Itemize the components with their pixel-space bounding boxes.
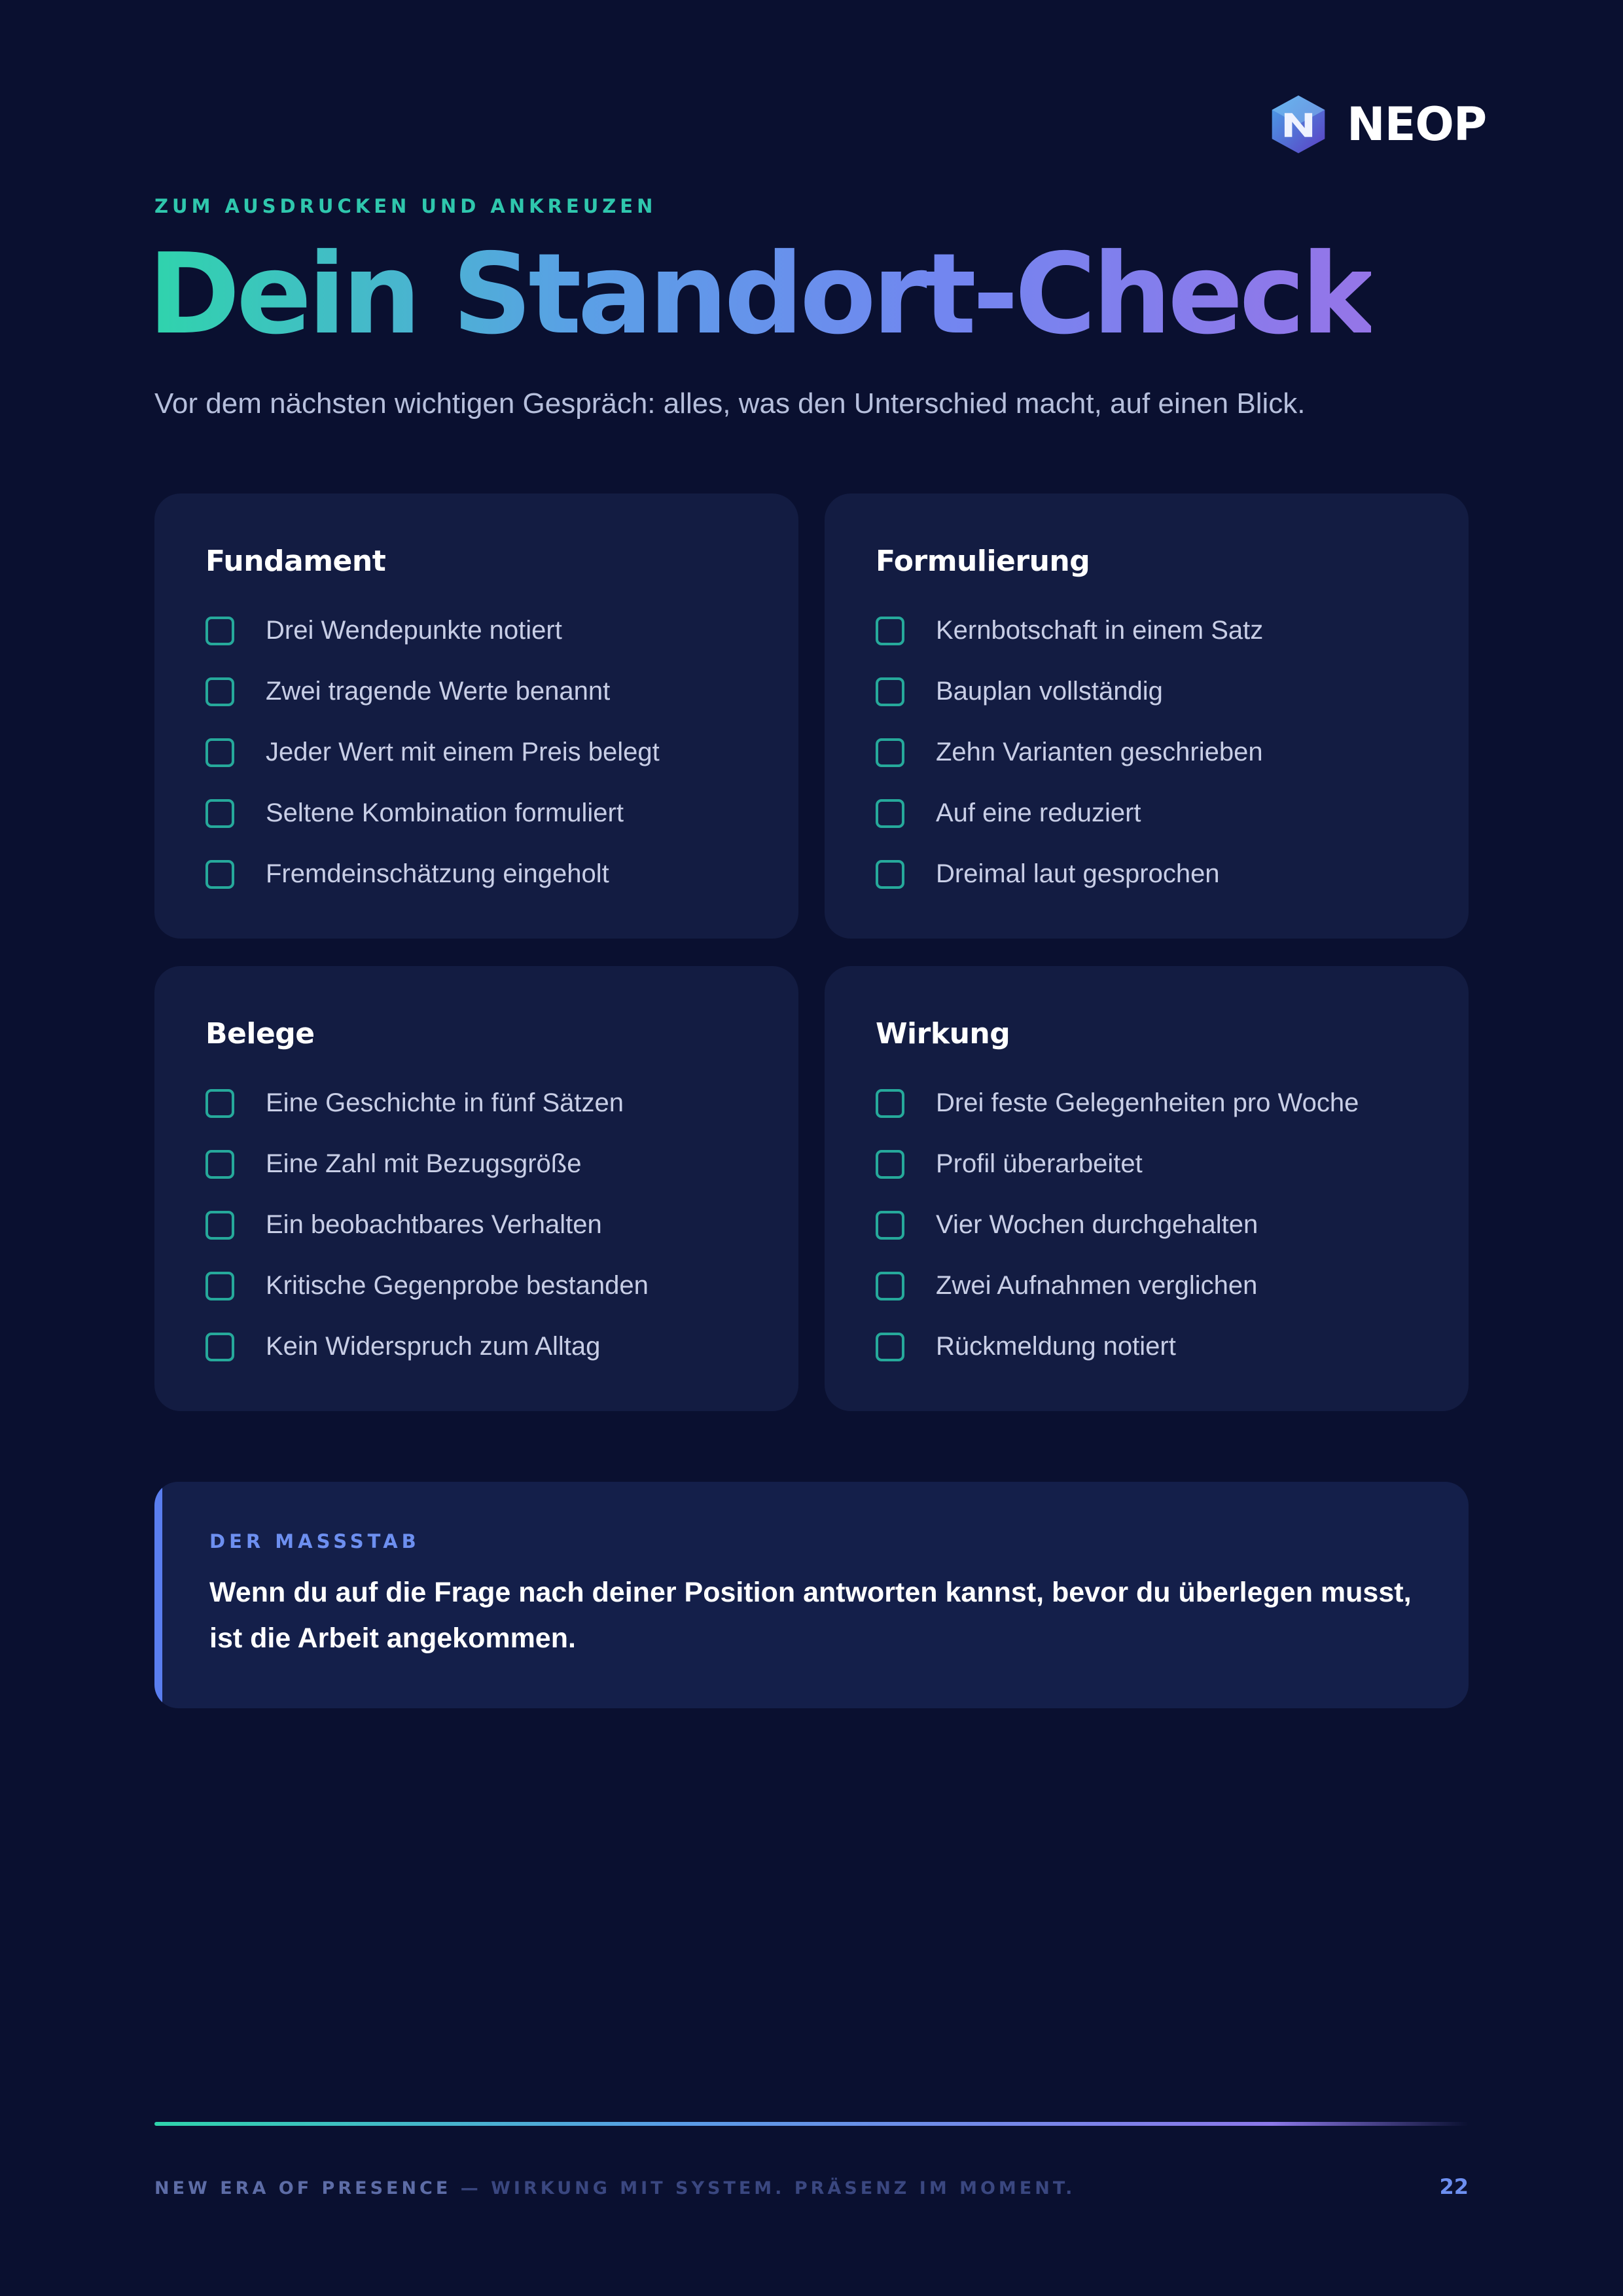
checklist-item [876, 661, 1418, 722]
callout-label: DER MASSSTAB [209, 1530, 420, 1552]
neop-hexagon-icon [1267, 93, 1330, 156]
checkbox[interactable] [205, 1211, 234, 1240]
checklist-item [876, 722, 1418, 783]
callout-accent-bar [154, 1482, 162, 1708]
card-title: Fundament [205, 545, 386, 578]
card-title: Belege [205, 1017, 315, 1050]
checkbox[interactable] [205, 617, 234, 645]
checklist-item-label: Dreimal laut gesprochen [936, 859, 1220, 888]
checkbox[interactable] [876, 1333, 904, 1361]
checklist-item-label: Profil überarbeitet [936, 1149, 1143, 1178]
checklist-card-belege [154, 966, 798, 1411]
checklist-item-label: Ein beobachtbares Verhalten [266, 1210, 602, 1239]
checklist-item-label: Eine Geschichte in fünf Sätzen [266, 1088, 624, 1117]
page-title: Dein Standort-Check [148, 228, 1371, 361]
checkbox[interactable] [876, 617, 904, 645]
checkbox[interactable] [205, 1333, 234, 1361]
checklist-item [205, 1316, 747, 1377]
checklist-item [205, 722, 747, 783]
checklist-item [205, 1134, 747, 1194]
checklist-item-label: Rückmeldung notiert [936, 1332, 1176, 1361]
checkbox[interactable] [205, 1150, 234, 1179]
checkbox[interactable] [876, 1089, 904, 1118]
callout-text: Wenn du auf die Frage nach deiner Position antworten kannst, bevor du überlegen musst, ist die Arbeit angekommen. [209, 1577, 1412, 1654]
checkbox[interactable] [205, 1089, 234, 1118]
footer-tagline: — WIRKUNG MIT SYSTEM. PRÄSENZ IM MOMENT. [451, 2178, 1076, 2198]
checkbox[interactable] [876, 1211, 904, 1240]
checkbox[interactable] [876, 738, 904, 767]
checklist-item [205, 1073, 747, 1134]
page-number: 22 [1439, 2174, 1469, 2199]
checklist-item-label: Fremdeinschätzung eingeholt [266, 859, 609, 888]
brand-logo [1267, 93, 1486, 156]
footer-divider [154, 2122, 1469, 2126]
checklist-item-label: Zehn Varianten geschrieben [936, 738, 1263, 766]
checklist-item-label: Drei Wendepunkte notiert [266, 616, 562, 645]
checklist-item [205, 1255, 747, 1316]
checklist-item [876, 1073, 1418, 1134]
checklist-item-label: Eine Zahl mit Bezugsgröße [266, 1149, 582, 1178]
checkbox[interactable] [876, 1272, 904, 1300]
checklist-item [205, 1194, 747, 1255]
checklist-item-label: Zwei Aufnahmen verglichen [936, 1271, 1258, 1300]
checklist-item [876, 1316, 1418, 1377]
checklist-item [876, 783, 1418, 844]
checklist-item-label: Kritische Gegenprobe bestanden [266, 1271, 649, 1300]
checkbox[interactable] [205, 738, 234, 767]
checklist-item-label: Bauplan vollständig [936, 677, 1163, 706]
card-title: Formulierung [876, 545, 1090, 578]
checklist-item [205, 783, 747, 844]
callout-box [154, 1482, 1469, 1708]
checklist-item [205, 600, 747, 661]
checklist-item-label: Kernbotschaft in einem Satz [936, 616, 1264, 645]
checklist-item-label: Jeder Wert mit einem Preis belegt [266, 738, 660, 766]
checkbox[interactable] [205, 1272, 234, 1300]
checkbox[interactable] [205, 860, 234, 889]
checklist-card-wirkung [825, 966, 1469, 1411]
brand-name: NEOP [1347, 98, 1487, 151]
footer-text [154, 2178, 1075, 2198]
checklist-item-label: Zwei tragende Werte benannt [266, 677, 611, 706]
checklist-card-formulierung [825, 493, 1469, 939]
checklist-item [876, 1134, 1418, 1194]
checklist-item [876, 844, 1418, 905]
checkbox[interactable] [205, 677, 234, 706]
eyebrow-label: ZUM AUSDRUCKEN UND ANKREUZEN [154, 195, 657, 217]
card-title: Wirkung [876, 1017, 1010, 1050]
footer-brand: NEW ERA OF PRESENCE [154, 2178, 452, 2198]
checkbox[interactable] [876, 677, 904, 706]
checklist-item-label: Kein Widerspruch zum Alltag [266, 1332, 601, 1361]
checkbox[interactable] [876, 860, 904, 889]
checklist-item [205, 661, 747, 722]
checklist-item-label: Auf eine reduziert [936, 798, 1141, 827]
checkbox[interactable] [876, 1150, 904, 1179]
checkbox[interactable] [205, 799, 234, 828]
checklist-item [876, 1255, 1418, 1316]
checkbox[interactable] [876, 799, 904, 828]
checklist-item [876, 600, 1418, 661]
checklist-item-label: Drei feste Gelegenheiten pro Woche [936, 1088, 1359, 1117]
checklist-item-label: Vier Wochen durchgehalten [936, 1210, 1258, 1239]
page-subtitle: Vor dem nächsten wichtigen Gespräch: alles, was den Unterschied macht, auf einen Blick. [154, 387, 1306, 420]
checklist-item-label: Seltene Kombination formuliert [266, 798, 624, 827]
checklist-card-fundament [154, 493, 798, 939]
checklist-item [876, 1194, 1418, 1255]
checklist-item [205, 844, 747, 905]
